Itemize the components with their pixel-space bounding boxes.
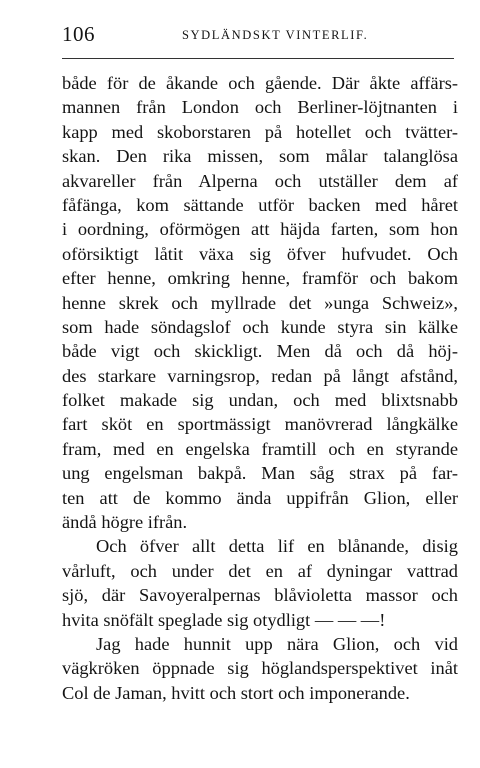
- text-line: ung engelsman bakpå. Man såg strax på far-: [62, 463, 458, 484]
- body-text: [62, 71, 458, 705]
- paragraph-3: [62, 632, 458, 705]
- text-line: kapp med skoborstaren på hotellet och tvätter-: [62, 121, 458, 142]
- text-line: skan. Den rika missen, som målar talanglösa: [62, 146, 458, 167]
- text-line: vägkröken öppnade sig höglandsperspektivet inåt: [62, 658, 458, 679]
- text-line: Col de Jaman, hvitt och stort och imponerande.: [62, 682, 410, 703]
- text-line: vårluft, och under det en af dyningar vattrad: [62, 560, 458, 581]
- text-line: fram, med en engelska framtill och en styrande: [62, 438, 458, 459]
- text-line: fåfänga, kom sättande utför backen med håret: [62, 194, 458, 215]
- text-line: mannen från London och Berliner-löjtnanten i: [62, 97, 458, 118]
- running-header: [62, 22, 454, 48]
- text-line: efter henne, omkring henne, framför och bakom: [62, 268, 458, 289]
- text-line: Jag hade hunnit upp nära Glion, och vid: [96, 633, 458, 654]
- text-line: både vigt och skickligt. Men då och då höj-: [62, 341, 458, 362]
- text-line: folket makade sig undan, och med blixtsnabb: [62, 390, 458, 411]
- text-line: henne skrek och myllrade det »unga Schweiz»,: [62, 292, 458, 313]
- paragraph-2: [62, 534, 458, 632]
- text-line: des starkare varningsrop, redan på långt afstånd,: [62, 365, 458, 386]
- text-line: oförsiktigt låtit växa sig öfver hufvudet. Och: [62, 243, 458, 264]
- text-line: Och öfver allt detta lif en blånande, disig: [96, 536, 458, 557]
- page-number: 106: [62, 22, 95, 46]
- text-line: akvareller från Alperna och utställer dem af: [62, 170, 458, 191]
- text-line: ändå högre ifrån.: [62, 512, 188, 533]
- text-line: hvita snöfält speglade sig otydligt — — —!: [62, 609, 386, 630]
- text-line: som hade söndagslof och kunde styra sin kälke: [62, 316, 458, 337]
- text-line: i oordning, oförmögen att häjda farten, som hon: [62, 219, 458, 240]
- text-line: fart sköt en sportmässigt manövrerad långkälke: [62, 414, 458, 435]
- text-line: ten att de kommo ända uppifrån Glion, eller: [62, 487, 458, 508]
- header-rule: [62, 58, 454, 59]
- paragraph-1: [62, 71, 458, 534]
- text-line: sjö, där Savoyeralpernas blåvioletta massor och: [62, 585, 458, 606]
- text-line: både för de åkande och gående. Där åkte affärs-: [62, 73, 458, 93]
- running-title: SYDLÄNDSKT VINTERLIF.: [182, 28, 369, 42]
